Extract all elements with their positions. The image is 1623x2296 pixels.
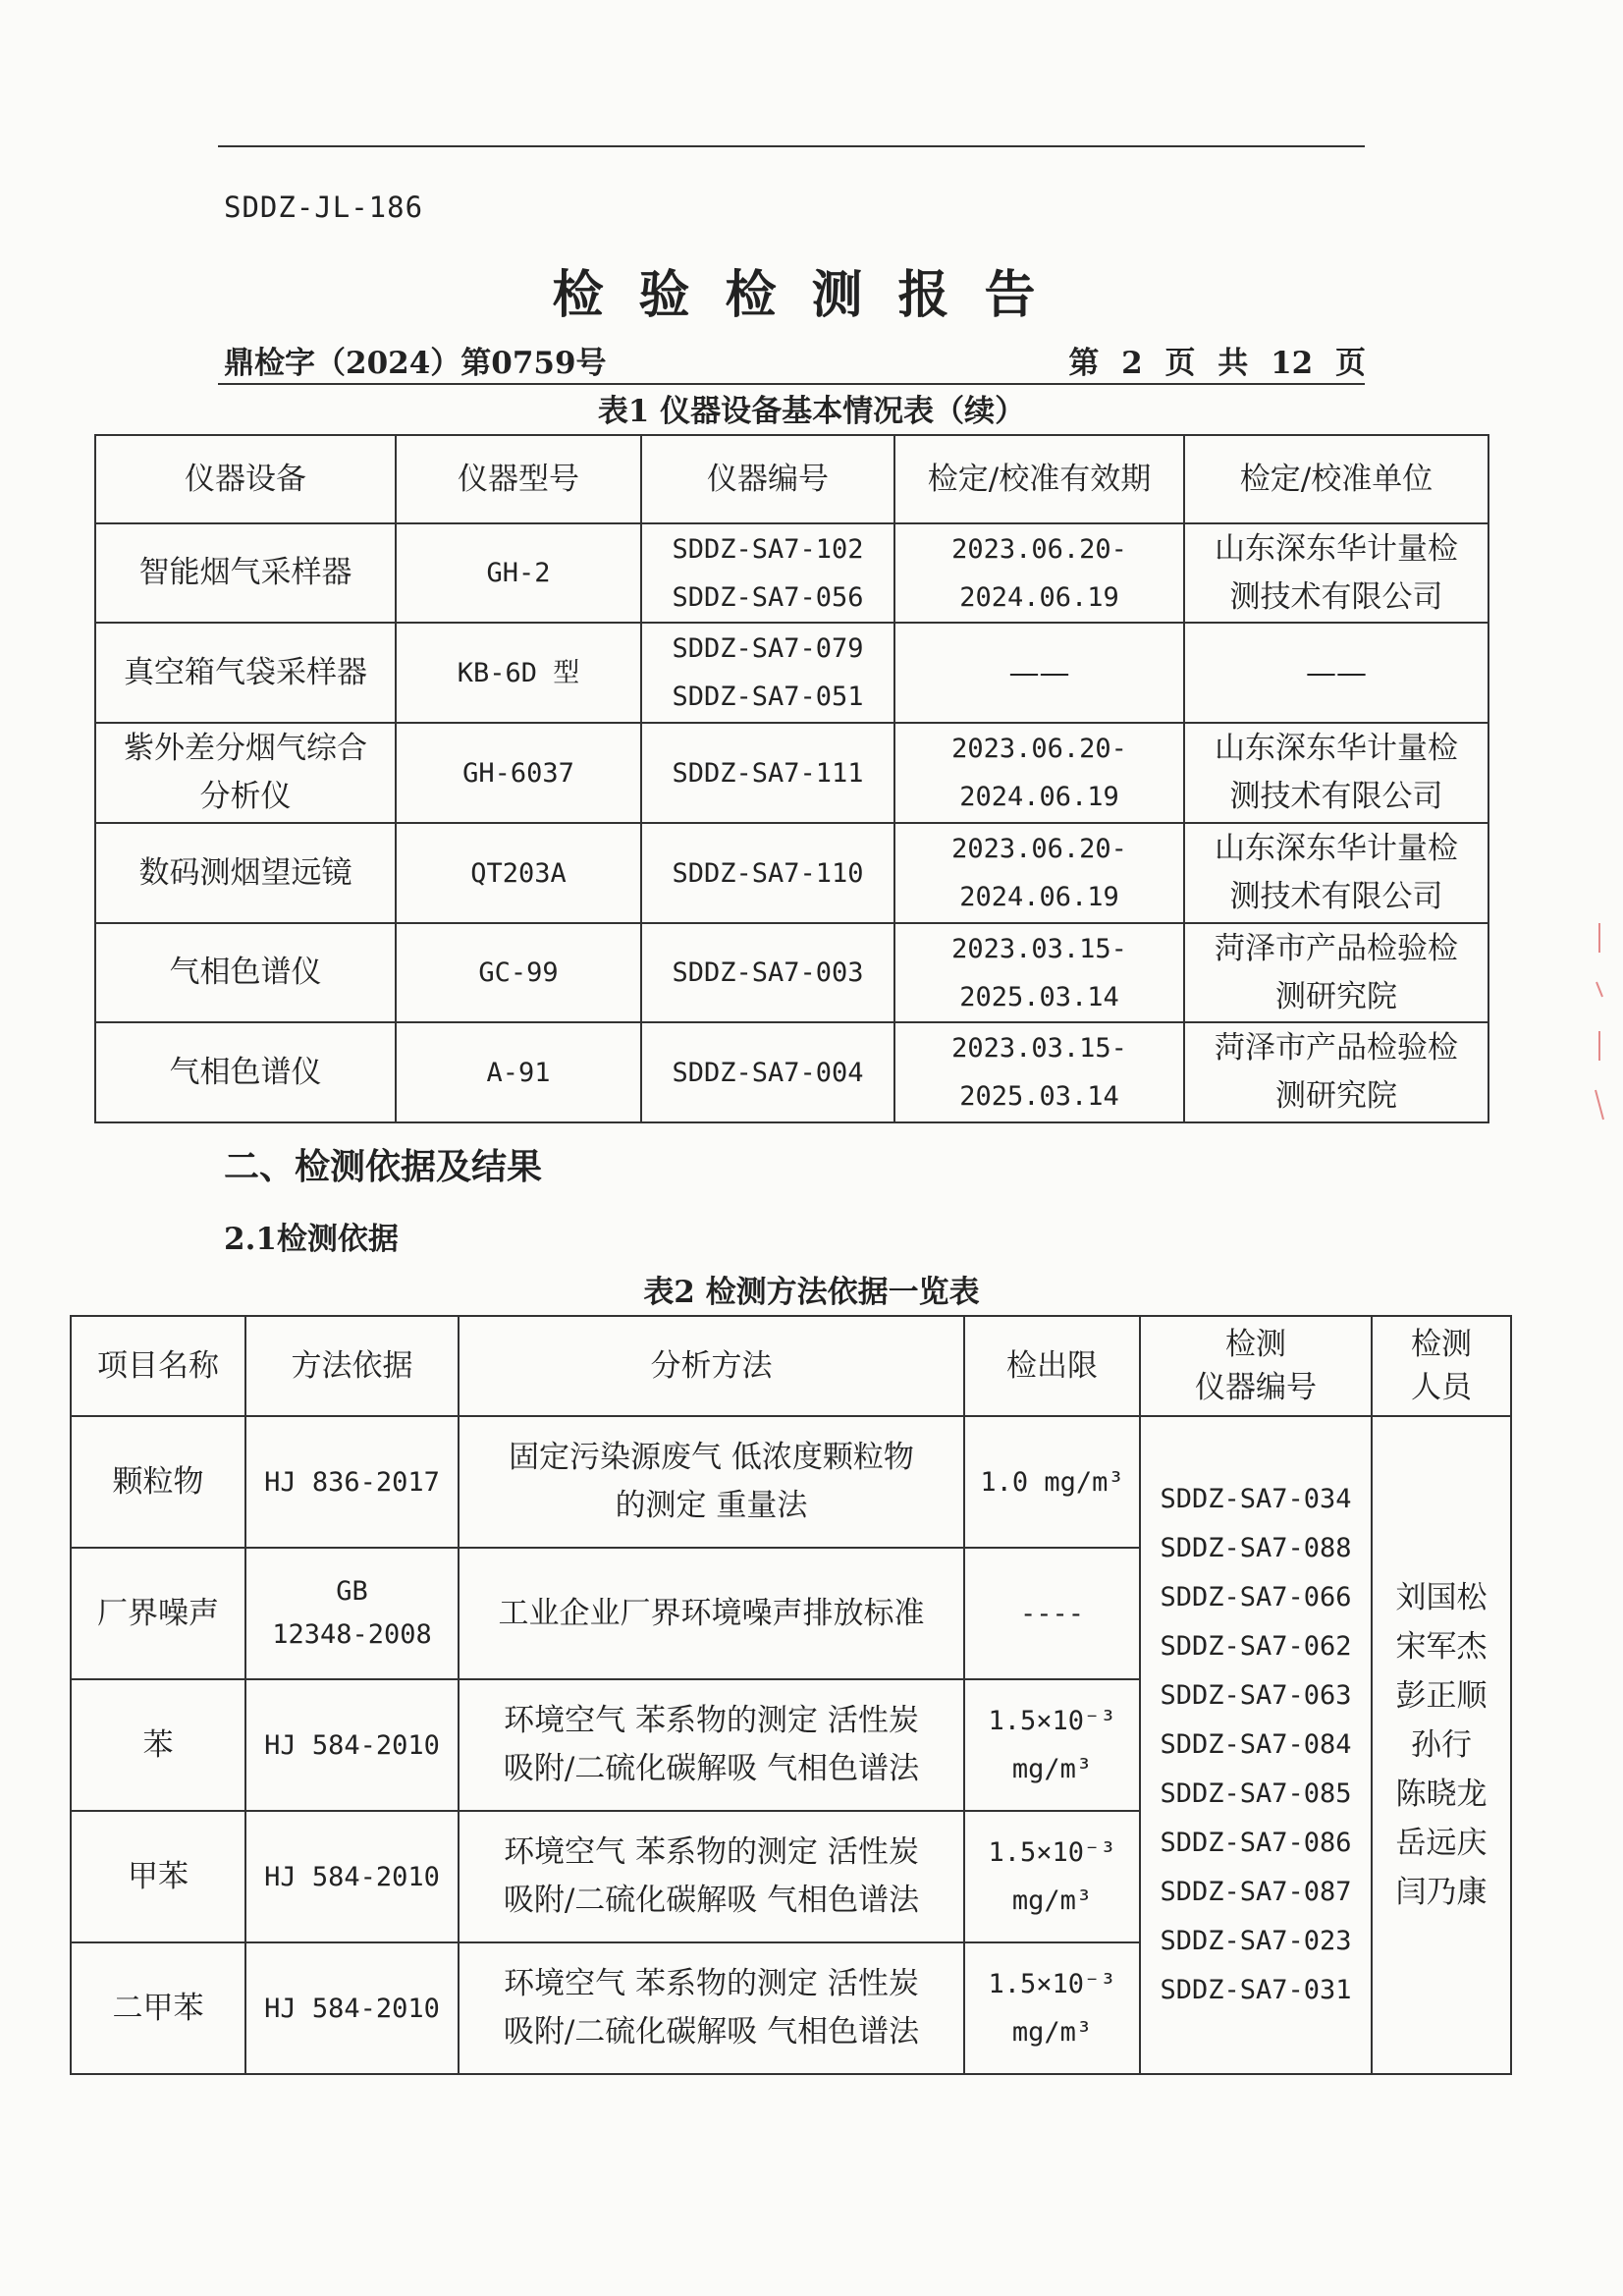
item-name: 苯 (71, 1679, 245, 1811)
instrument-id: SDDZ-SA7-088 (1160, 1533, 1352, 1563)
instrument-id: SDDZ-SA7-084 (1160, 1729, 1352, 1760)
equipment-ids: SDDZ-SA7-004 (641, 1022, 894, 1122)
calibration-validity: 2023.06.20- 2024.06.19 (894, 723, 1184, 823)
item-name: 甲苯 (71, 1811, 245, 1942)
table2-header-cell: 分析方法 (459, 1316, 964, 1416)
page-indicator: 第 2 页 共 12 页 (1068, 346, 1366, 381)
equipment-model: QT203A (396, 823, 641, 923)
instrument-id: SDDZ-SA7-063 (1160, 1680, 1352, 1711)
equipment-model: GH-2 (396, 523, 641, 623)
calibration-unit: 菏泽市产品检验检 测研究院 (1184, 1022, 1488, 1122)
method-basis: HJ 584-2010 (245, 1811, 459, 1942)
table2-header-cell: 方法依据 (245, 1316, 459, 1416)
table-row (95, 923, 1488, 1022)
detection-limit: ---- (964, 1548, 1140, 1679)
method-basis: HJ 584-2010 (245, 1679, 459, 1811)
method-basis: HJ 836-2017 (245, 1416, 459, 1548)
equipment-name: 数码测烟望远镜 (95, 823, 396, 923)
personnel-name: 闫乃康 (1395, 1875, 1488, 1910)
analysis-method: 环境空气 苯系物的测定 活性炭 吸附/二硫化碳解吸 气相色谱法 (459, 1811, 964, 1942)
method-table (70, 1315, 1512, 2075)
calibration-validity: —— (894, 623, 1184, 723)
table2-header-cell: 检测 仪器编号 (1140, 1316, 1372, 1416)
equipment-name: 智能烟气采样器 (95, 523, 396, 623)
table-row (95, 1022, 1488, 1122)
calibration-unit: 菏泽市产品检验检 测研究院 (1184, 923, 1488, 1022)
subsection-heading: 2.1检测依据 (224, 1222, 399, 1257)
equipment-name: 真空箱气袋采样器 (95, 623, 396, 723)
calibration-unit: —— (1184, 623, 1488, 723)
instrument-id: SDDZ-SA7-085 (1160, 1778, 1352, 1809)
item-name: 厂界噪声 (71, 1548, 245, 1679)
instrument-id-list (1140, 1416, 1372, 2074)
table1-header-cell: 检定/校准有效期 (894, 435, 1184, 523)
detection-limit: 1.5×10⁻³ mg/m³ (964, 1679, 1140, 1811)
instrument-id: SDDZ-SA7-087 (1160, 1877, 1352, 1907)
analysis-method: 工业企业厂界环境噪声排放标准 (459, 1548, 964, 1679)
instrument-id: SDDZ-SA7-062 (1160, 1631, 1352, 1662)
equipment-model: GC-99 (396, 923, 641, 1022)
detection-limit: 1.5×10⁻³ mg/m³ (964, 1811, 1140, 1942)
method-basis: HJ 584-2010 (245, 1942, 459, 2074)
seal-edge-mark (1593, 923, 1606, 1139)
personnel-name: 孙行 (1411, 1727, 1472, 1763)
instrument-id: SDDZ-SA7-034 (1160, 1484, 1352, 1514)
analysis-method: 环境空气 苯系物的测定 活性炭 吸附/二硫化碳解吸 气相色谱法 (459, 1942, 964, 2074)
instrument-id: SDDZ-SA7-086 (1160, 1828, 1352, 1858)
equipment-table (94, 434, 1489, 1123)
equipment-model: GH-6037 (396, 723, 641, 823)
instrument-id: SDDZ-SA7-023 (1160, 1926, 1352, 1956)
detection-limit: 1.5×10⁻³ mg/m³ (964, 1942, 1140, 2074)
equipment-ids: SDDZ-SA7-110 (641, 823, 894, 923)
table1-caption: 表1 仪器设备基本情况表（续） (597, 394, 1026, 429)
instrument-id: SDDZ-SA7-066 (1160, 1582, 1352, 1613)
equipment-model: A-91 (396, 1022, 641, 1122)
method-basis: GB 12348-2008 (245, 1548, 459, 1679)
table2-header-cell: 检测 人员 (1372, 1316, 1511, 1416)
equipment-model: KB-6D 型 (396, 623, 641, 723)
equipment-name: 紫外差分烟气综合 分析仪 (95, 723, 396, 823)
table1-header-cell: 仪器编号 (641, 435, 894, 523)
table1-header-cell: 检定/校准单位 (1184, 435, 1488, 523)
report-title: 检验检测报告 (552, 265, 1071, 325)
report-number: 鼎检字（2024）第0759号 (224, 346, 607, 381)
personnel-name: 陈晓龙 (1395, 1777, 1488, 1812)
equipment-ids: SDDZ-SA7-079 SDDZ-SA7-051 (641, 623, 894, 723)
item-name: 二甲苯 (71, 1942, 245, 2074)
calibration-validity: 2023.06.20- 2024.06.19 (894, 823, 1184, 923)
calibration-unit: 山东深东华计量检 测技术有限公司 (1184, 723, 1488, 823)
detection-limit: 1.0 mg/m³ (964, 1416, 1140, 1548)
table2-header-cell: 项目名称 (71, 1316, 245, 1416)
personnel-name: 彭正顺 (1395, 1678, 1488, 1714)
personnel-name: 岳远庆 (1395, 1826, 1488, 1861)
table1-header-cell: 仪器型号 (396, 435, 641, 523)
personnel-name: 宋军杰 (1395, 1629, 1488, 1665)
personnel-list (1372, 1416, 1511, 2074)
calibration-validity: 2023.03.15- 2025.03.14 (894, 923, 1184, 1022)
document-code: SDDZ-JL-186 (224, 191, 424, 224)
equipment-name: 气相色谱仪 (95, 923, 396, 1022)
analysis-method: 环境空气 苯系物的测定 活性炭 吸附/二硫化碳解吸 气相色谱法 (459, 1679, 964, 1811)
table2-header-cell: 检出限 (964, 1316, 1140, 1416)
table-row (95, 723, 1488, 823)
personnel-name: 刘国松 (1395, 1580, 1488, 1615)
calibration-unit: 山东深东华计量检 测技术有限公司 (1184, 523, 1488, 623)
instrument-id: SDDZ-SA7-031 (1160, 1975, 1352, 2005)
equipment-name: 气相色谱仪 (95, 1022, 396, 1122)
top-rule (218, 145, 1365, 147)
table-row (71, 1416, 1511, 1548)
section-heading: 二、检测依据及结果 (224, 1146, 543, 1187)
table-row (95, 523, 1488, 623)
table-row (95, 623, 1488, 723)
calibration-validity: 2023.06.20- 2024.06.19 (894, 523, 1184, 623)
equipment-ids: SDDZ-SA7-003 (641, 923, 894, 1022)
table-row (95, 823, 1488, 923)
table2-header-row (71, 1316, 1511, 1416)
calibration-validity: 2023.03.15- 2025.03.14 (894, 1022, 1184, 1122)
equipment-ids: SDDZ-SA7-102 SDDZ-SA7-056 (641, 523, 894, 623)
calibration-unit: 山东深东华计量检 测技术有限公司 (1184, 823, 1488, 923)
header-rule (218, 383, 1365, 385)
table1-header-cell: 仪器设备 (95, 435, 396, 523)
item-name: 颗粒物 (71, 1416, 245, 1548)
table2-caption: 表2 检测方法依据一览表 (643, 1275, 980, 1310)
table1-header-row (95, 435, 1488, 523)
equipment-ids: SDDZ-SA7-111 (641, 723, 894, 823)
analysis-method: 固定污染源废气 低浓度颗粒物 的测定 重量法 (459, 1416, 964, 1548)
